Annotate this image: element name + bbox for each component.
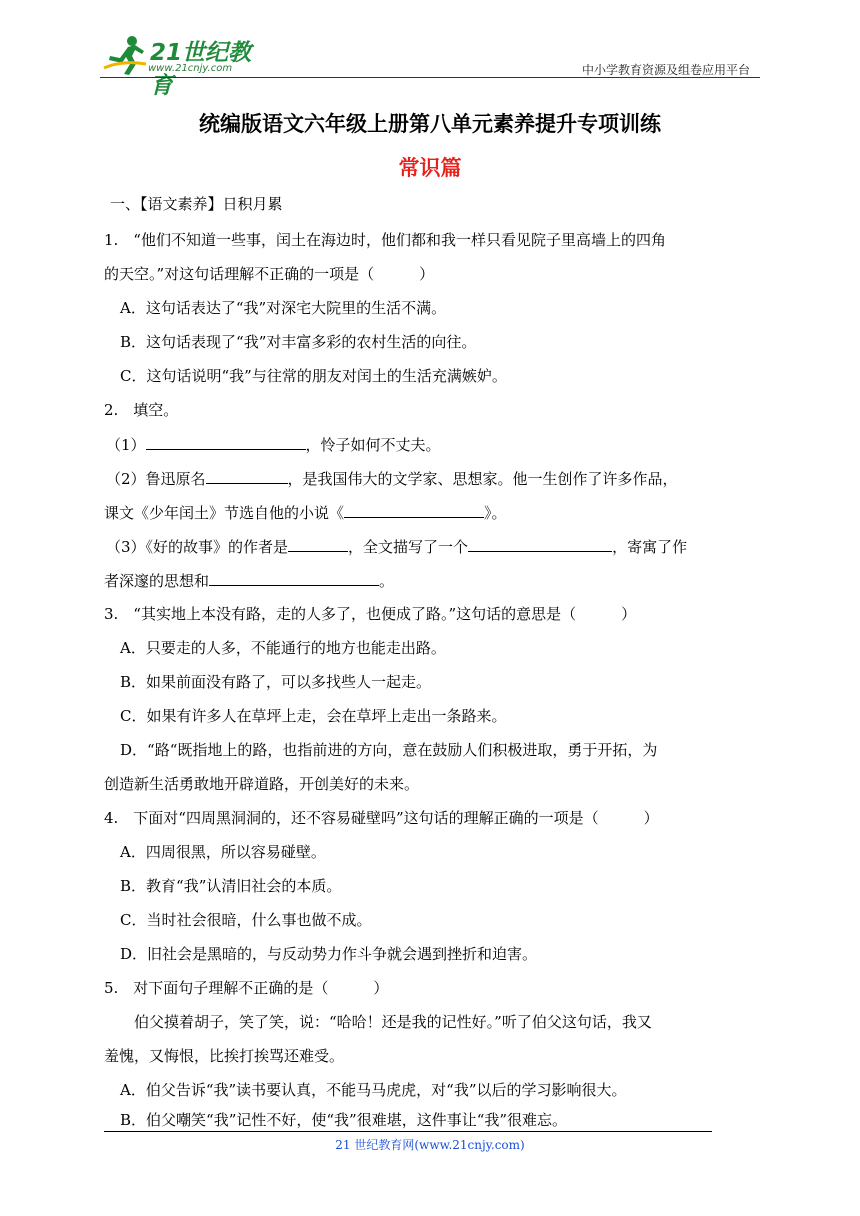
q4-option-a: A．四周很黑，所以容易碰壁。 [120,843,326,861]
runner-logo-icon [102,34,148,76]
header-divider [100,77,760,78]
q3-option-a: A．只要走的人多，不能通行的地方也能走出路。 [120,639,446,657]
q1-option-a: A．这句话表达了“我”对深宅大院里的生活不满。 [120,299,447,317]
footer-link[interactable]: 21 世纪教育网(www.21cnjy.com) [335,1138,525,1152]
q1-option-b: B．这句话表现了“我”对丰富多彩的农村生活的向往。 [120,333,477,351]
q4-option-c: C．当时社会很暗，什么事也做不成。 [120,911,372,929]
q2-stem: 2. 填空。 [104,401,179,419]
platform-name: 中小学教育资源及组卷应用平台 [581,63,750,77]
q5-option-b: B．伯父嘲笑“我”记性不好，使“我”很难堪，这件事让“我”很难忘。 [120,1111,568,1129]
q1-option-c: C．这句话说明“我”与往常的朋友对闰土的生活充满嫉妒。 [120,367,507,385]
answer-blank[interactable] [288,536,348,552]
answer-blank[interactable] [146,434,306,450]
q3-option-d-line1: D．“路“既指地上的路，也指前进的方向，意在鼓励人们积极进取，勇于开拓，为 [120,741,658,759]
q1-stem-line1: 1. “他们不知道一些事，闰土在海边时，他们都和我一样只看见院子里高墙上的四角 [104,231,666,249]
q2-part1-prefix: （1） [106,436,146,454]
q4-stem: 4. 下面对“四周黑洞洞的，还不容易碰壁吗”这句话的理解正确的一项是（ ） [104,809,659,827]
answer-blank[interactable] [206,468,288,484]
q1-stem-line2: 的天空。”对这句话理解不正确的一项是（ ） [104,265,435,283]
footer-divider [104,1131,712,1132]
logo-text: 21世纪教育 [150,40,252,99]
q5-passage-line1: 伯父摸着胡子，笑了笑，说：“哈哈！还是我的记性好。”听了伯父这句话，我又 [134,1013,652,1031]
q5-passage-line2: 羞愧，又悔恨，比挨打挨骂还难受。 [104,1047,345,1065]
q5-stem: 5. 对下面句子理解不正确的是（ ） [104,979,389,997]
q3-option-b: B．如果前面没有路了，可以多找些人一起走。 [120,673,432,691]
page-title: 统编版语文六年级上册第八单元素养提升专项训练 [199,111,661,136]
answer-blank[interactable] [468,536,612,552]
q3-option-d-line2: 创造新生活勇敢地开辟道路，开创美好的未来。 [104,775,420,793]
q2-part2-cont [104,502,507,523]
page-subtitle: 常识篇 [398,155,462,180]
q4-option-d: D．旧社会是黑暗的，与反动势力作斗争就会遇到挫折和迫害。 [120,945,538,963]
q2-part1-suffix: ，怜子如何不丈夫。 [305,436,441,454]
q2-part2-suffix: ，是我国伟大的文学家、思想家。他一生创作了许多作品， [287,470,678,488]
answer-blank[interactable] [344,502,484,518]
q2-part2-cont-suffix: 》。 [484,504,507,522]
q2-part1 [106,434,441,455]
q3-option-c: C．如果有许多人在草坪上走，会在草坪上走出一条路来。 [120,707,507,725]
q2-part2 [106,468,678,489]
section-heading: 一、【语文素养】日积月累 [110,195,283,213]
q2-part3-mid: ，全文描写了一个 [348,538,469,556]
q3-stem: 3. “其实地上本没有路，走的人多了，也便成了路。”这句话的意思是（ ） [104,605,637,623]
q4-option-b: B．教育“我”认清旧社会的本质。 [120,877,342,895]
logo [100,30,270,99]
answer-blank[interactable] [209,570,379,586]
q2-part2-cont-prefix: 课文《少年闰土》节选自他的小说《 [104,504,345,522]
q2-part3 [106,536,687,557]
q2-part3-cont-prefix: 者深邃的思想和 [104,572,210,590]
q5-option-a: A．伯父告诉“我”读书要认真，不能马马虎虎，对“我”以后的学习影响很大。 [120,1081,627,1099]
q2-part3-cont [104,570,394,591]
logo-url: www.21cnjy.com [148,63,233,74]
page-header [100,30,760,99]
q2-part3-prefix: （3）《好的故事》的作者是 [106,538,289,556]
q2-part3-cont-suffix: 。 [379,572,395,590]
q2-part3-suffix: ，寄寓了作 [612,538,688,556]
q2-part2-prefix: （2）鲁迅原名 [106,470,206,488]
